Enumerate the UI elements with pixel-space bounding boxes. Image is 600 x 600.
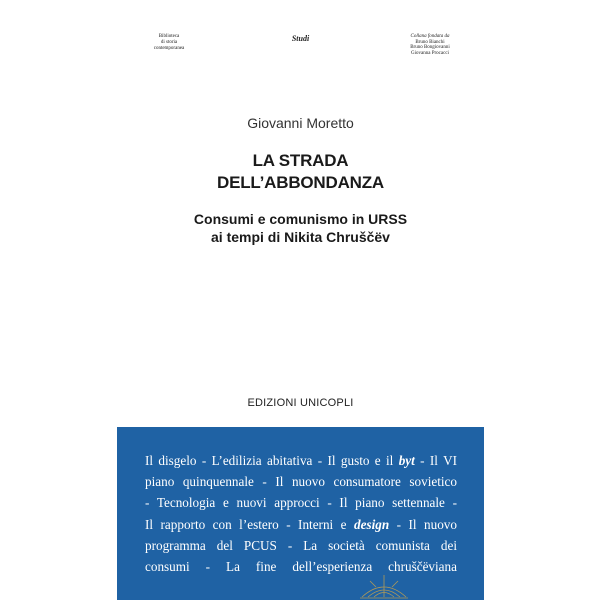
series-left-line: di storia: [160, 40, 178, 45]
blurb-line: consumi - La fine dell’esperienza chruščëviana: [145, 559, 457, 575]
series-label-center: Studi: [291, 34, 310, 43]
contents-panel: [117, 427, 484, 600]
series-right-line: Giovanna Procacci: [411, 50, 449, 56]
blurb-line: programma del PCUS - La società comunista dei: [145, 537, 457, 553]
author-name: Giovanni Moretto: [247, 115, 354, 131]
blurb-line: - Tecnologia e nuovi approcci - Il piano settennale -: [145, 495, 457, 511]
blurb-line: Il rapporto con l’estero - Interni e design - Il nuovo: [145, 516, 457, 532]
blurb-italic-word: design: [354, 516, 390, 532]
series-right-line: Collana fondata da: [410, 34, 450, 39]
subtitle-line: Consumi e comunismo in URSS: [193, 211, 408, 227]
series-left-line: Biblioteca: [158, 34, 180, 39]
publisher-name: EDIZIONI UNICOPLI: [247, 397, 354, 409]
contents-blurb: [145, 450, 457, 577]
series-right-line: Bruno Bianchi: [415, 39, 445, 45]
subtitle-line: ai tempi di Nikita Chruščëv: [211, 229, 390, 245]
series-right-line: Bruno Bongiovanni: [410, 45, 450, 50]
book-title: [117, 150, 484, 194]
blurb-line: piano quinquennale - Il nuovo consumatore sovietico: [145, 474, 457, 490]
title-line: LA STRADA: [252, 151, 349, 170]
series-left-line: contemporanea: [153, 46, 185, 51]
publisher-logo-icon: [354, 567, 414, 600]
blurb-line: Il disgelo - L’edilizia abitativa - Il gusto e il byt - Il VI: [145, 453, 458, 468]
series-label-right: [402, 34, 458, 56]
book-subtitle: [117, 210, 484, 246]
title-line: DELL’ABBONDANZA: [217, 173, 384, 192]
blurb-italic-word: byt: [398, 453, 415, 468]
book-cover: [117, 0, 484, 600]
